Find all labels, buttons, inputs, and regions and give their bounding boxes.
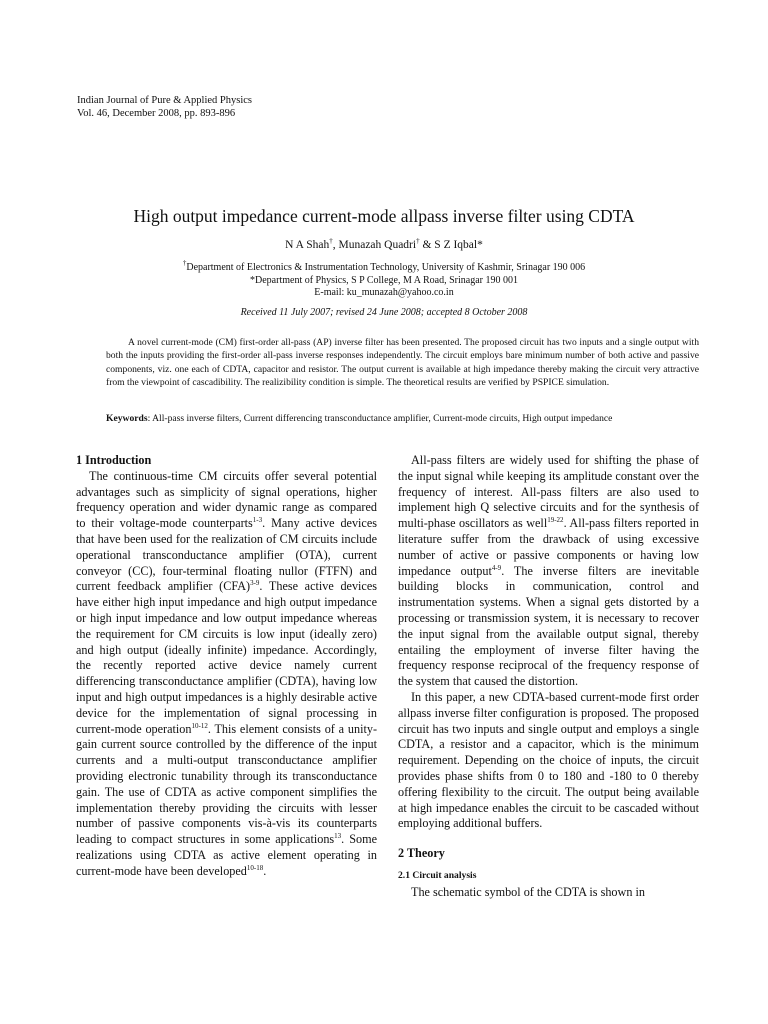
author-name: Munazah Quadri <box>338 239 417 251</box>
author-list <box>0 239 768 251</box>
affiliation-mark: † <box>416 237 420 245</box>
section-heading: 2 Theory <box>398 846 445 861</box>
author-separator: , <box>332 239 339 251</box>
citation: 3-9 <box>250 579 260 588</box>
paragraph: All-pass filters are widely used for shifting the phase of the input signal while keeping its amplitude constant over the frequency of interest. All-pass filters are also used to implement high Q selective circuits and for the synthesis of multi-phase oscillators as well$^{19-22}$. All-pass filters reported in literature suffer from the drawback of using excessive number of active or passive components or having low impedance output$^{4-9}$. The inverse filters are inevitable building blocks in communication, control and instrumentation systems. When a signal gets distorted by a processing or transmission system, it is necessary to recover the input signal from the available output signal, thereby entailing the employment of inverse filter having the frequency response reciprocal of the frequency response of the system that caused the distortion. <box>398 453 700 689</box>
paragraph: The continuous-time CM circuits offer several potential advantages such as simplicity of signal operations, higher frequency operation and wider dynamic range as compared to their voltage-mode counterparts$^{1-3}$. Many active devices that have been used for the realization of CM circuits include operational transconductance amplifier (OTA), current conveyor (CC), four-terminal floating nullor (FTFN) and current feedback amplifier (CFA)$^{3-9}$. These active devices have either high input impedance and high output impedance or high input impedance and low output impedance whereas the requirement for CM circuits is low input (ideally zero) and high output (ideally infinite) impedance. Accordingly, the recently reported active device namely current differencing transconductance amplifier (CDTA), having low input and high output impedances is a highly desirable active device for the implementation of signal processing in current-mode operation$^{10-12}$. This element consists of a unity-gain current source controlled by the difference of the input currents and a multi-output transconductance amplifier providing electronic tunability through its transconductance gain. The use of CDTA as active component simplifies the implementation thereby providing the circuits with lesser number of passive components vis-à-vis its counterparts leading to compact structures in some applications$^{13}$. Some realizations using CDTA as active element operating in current-mode have been developed$^{10-18}$. <box>76 468 378 878</box>
keywords-text: : All-pass inverse filters, Current differencing transconductance amplifier, Current-mode circuits, High output impedance <box>147 413 613 424</box>
keywords <box>106 412 699 425</box>
paragraph: In this paper, a new CDTA-based current-mode first order allpass inverse filter configuration is proposed. The proposed circuit has two inputs and single output and employs a single CDTA, a resistor and a capacitor, which is the minimum requirement. Depending on the choice of inputs, the circuit provides phase shifts from 0 to 180 and -180 to 0 thereby offering flexibility to the circuit. The output being available at high impedance enables the circuit to be cascaded without employing additional buffers. <box>398 689 699 831</box>
left-column <box>76 453 377 880</box>
citation: 10-12 <box>191 721 208 730</box>
keywords-label: Keywords <box>106 413 148 424</box>
citation: 10-18 <box>246 863 264 872</box>
author-separator: & <box>419 239 435 251</box>
affiliation-line: *Department of Physics, S P College, M A Road, Srinagar 190 001 <box>250 274 518 286</box>
paragraph: The schematic symbol of the CDTA is shown in <box>411 884 645 899</box>
citation: 13 <box>334 832 342 841</box>
right-column <box>398 453 699 901</box>
citation: 4-9 <box>491 563 502 572</box>
abstract: A novel current-mode (CM) first-order all-pass (AP) inverse filter has been presented. The proposed circuit has two inputs and a single output with both the inputs providing the first-order all-pass inverse responses independently. The circuit employs bare minimum number of both active and passive components, viz. one each of CDTA, capacitor and resistor. The output current is available at high impedance thereby making the circuit very attractive from the viewpoint of cascadibility. The realizibility condition is simple. The theoretical results are verified by PSPICE simulation. <box>106 337 699 388</box>
section-heading: 1 Introduction <box>76 453 152 467</box>
paper-title: High output impedance current-mode allpass inverse filter using CDTA <box>133 206 635 226</box>
author-name: S Z Iqbal* <box>434 239 483 251</box>
affiliations <box>0 259 768 300</box>
received-dates: Received 11 July 2007; revised 24 June 2008; accepted 8 October 2008 <box>240 307 528 318</box>
journal-volume: Vol. 46, December 2008, pp. 893-896 <box>77 108 236 119</box>
author-name: N A Shah <box>285 239 330 251</box>
journal-header <box>77 94 252 120</box>
email-line: E-mail: ku_munazah@yahoo.co.in <box>314 287 454 298</box>
affiliation-mark: † <box>182 259 187 267</box>
citation: 19-22 <box>547 516 564 525</box>
citation: 1-3 <box>252 516 263 525</box>
affiliation-mark: † <box>329 237 333 245</box>
journal-name: Indian Journal of Pure & Applied Physics <box>77 95 252 106</box>
affiliation-line: †Department of Electronics & Instrumentation Technology, University of Kashmir, Srinagar 190 006 <box>182 259 586 273</box>
subsection-heading: 2.1 Circuit analysis <box>398 869 477 881</box>
